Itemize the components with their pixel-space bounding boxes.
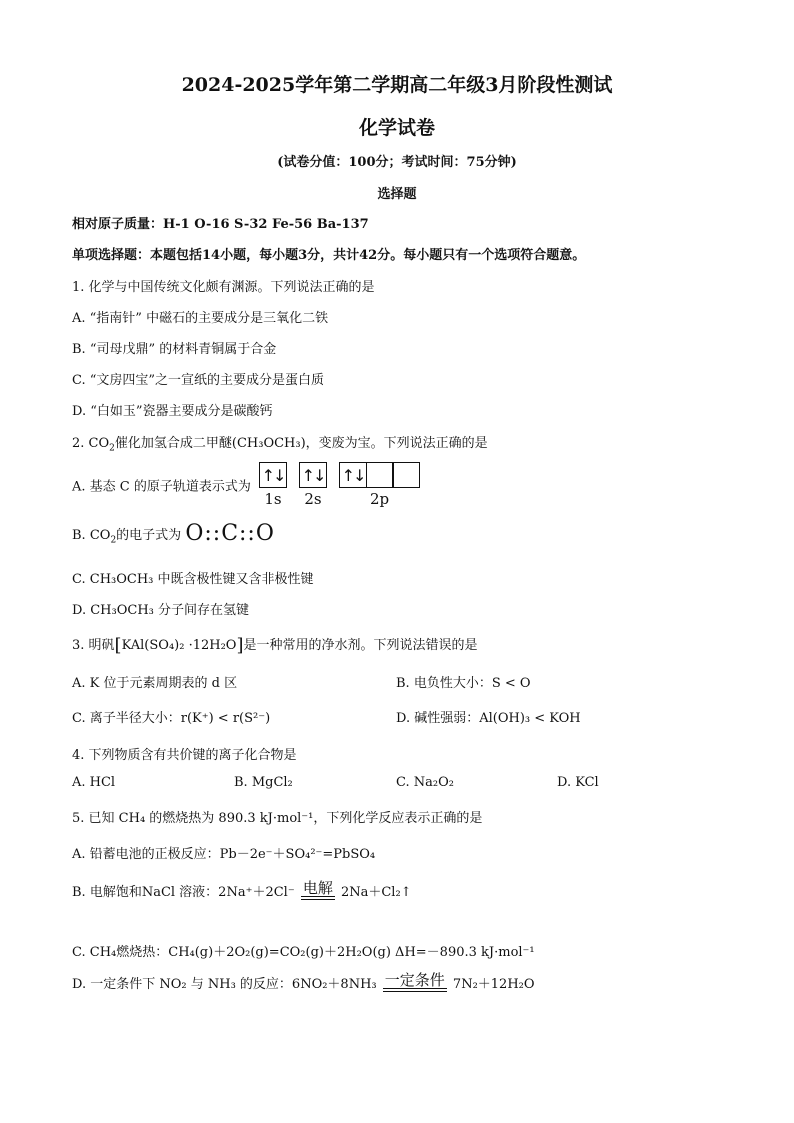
orbital-box-1s: ↑↓	[259, 462, 287, 488]
reaction-condition: 一定条件	[383, 972, 447, 992]
alum-formula: KAl(SO₄)₂ ·12H₂O	[121, 638, 237, 653]
co2-electron-formula: O::C::O	[185, 521, 275, 546]
q1-option-a: A. “指南针” 中磁石的主要成分是三氧化二铁	[72, 311, 329, 326]
q4-option-b: B. MgCl₂	[234, 775, 293, 790]
q2-option-b: B. $CO_2$的电子式为 O::C::O	[72, 521, 275, 546]
orbital-2p: ↑↓ 2p	[339, 462, 420, 508]
q4-stem: 4. 下列物质含有共价键的离子化合物是	[72, 748, 297, 763]
orbital-diagram	[259, 462, 432, 508]
q1-option-d: D. “白如玉”瓷器主要成分是碳酸钙	[72, 404, 273, 419]
q5-option-c: C. CH₄燃烧热：CH₄(g)＋2O₂(g)=CO₂(g)＋2H₂O(g) ΔH=－890.3 kJ·mol⁻¹	[72, 945, 535, 960]
electrolysis-condition: 电解	[301, 880, 335, 900]
instructions: 单项选择题：本题包括14小题，每小题3分，共计42分。每小题只有一个选项符合题意。	[72, 248, 586, 263]
q5-option-a: A. 铅蓄电池的正极反应：Pb－2e⁻＋SO₄²⁻=PbSO₄	[72, 847, 376, 862]
q3-option-d: D. 碱性强弱：Al(OH)₃ < KOH	[396, 711, 581, 726]
q3-option-b: B. 电负性大小：S < O	[396, 676, 531, 691]
q4-option-a: A. HCl	[72, 775, 116, 790]
q5-option-b: B. 电解饱和NaCl 溶液：2Na⁺＋2Cl⁻ 电解 2Na＋Cl₂↑	[72, 879, 412, 900]
orbital-box-2p-2	[366, 462, 394, 488]
orbital-box-2s: ↑↓	[299, 462, 327, 488]
q5-stem: 5. 已知 CH₄ 的燃烧热为 890.3 kJ·mol⁻¹，下列化学反应表示正确的是	[72, 811, 483, 826]
q2-option-a: A. 基态 C 的原子轨道表示式为 ↑↓ 1s ↑↓ 2s ↑↓ 2p	[72, 462, 432, 508]
q2-option-c: C. CH₃OCH₃ 中既含极性键又含非极性键	[72, 572, 314, 587]
subject-title: 化学试卷	[358, 117, 435, 139]
orbital-box-2p-1: ↑↓	[339, 462, 367, 488]
atomic-masses: 相对原子质量：H-1 O-16 S-32 Fe-56 Ba-137	[72, 217, 369, 232]
orbital-2s: ↑↓ 2s	[299, 462, 327, 508]
q2-stem: 2. $CO_2$催化加氢合成二甲醚(CH₃OCH₃)，变废为宝。下列说法正确的是	[72, 436, 488, 454]
exam-title: 2024-2025学年第二学期高二年级3月阶段性测试	[181, 74, 613, 96]
q1-stem: 1. 化学与中国传统文化颇有渊源。下列说法正确的是	[72, 280, 375, 295]
q3-option-c: C. 离子半径大小：r(K⁺) < r(S²⁻)	[72, 711, 271, 726]
orbital-1s: ↑↓ 1s	[259, 462, 287, 508]
q5-option-d: D. 一定条件下 NO₂ 与 NH₃ 的反应：6NO₂＋8NH₃ 一定条件 7N₂＋12H₂O	[72, 971, 535, 992]
q3-option-a: A. K 位于元素周期表的 d 区	[72, 676, 238, 691]
q2-option-d: D. CH₃OCH₃ 分子间存在氢键	[72, 603, 250, 618]
q1-option-c: C. “文房四宝”之一宣纸的主要成分是蛋白质	[72, 373, 325, 388]
q4-option-d: D. KCl	[557, 775, 599, 790]
q1-option-b: B. “司母戊鼎” 的材料青铜属于合金	[72, 342, 277, 357]
orbital-box-2p-3	[392, 462, 420, 488]
section-heading: 选择题	[377, 187, 417, 202]
q3-stem: 3. 明矾[KAl(SO₄)₂ ·12H₂O]是一种常用的净水剂。下列说法错误的是	[72, 635, 478, 656]
q4-option-c: C. Na₂O₂	[396, 775, 454, 790]
score-time-note: (试卷分值：100分；考试时间：75分钟)	[277, 155, 517, 170]
